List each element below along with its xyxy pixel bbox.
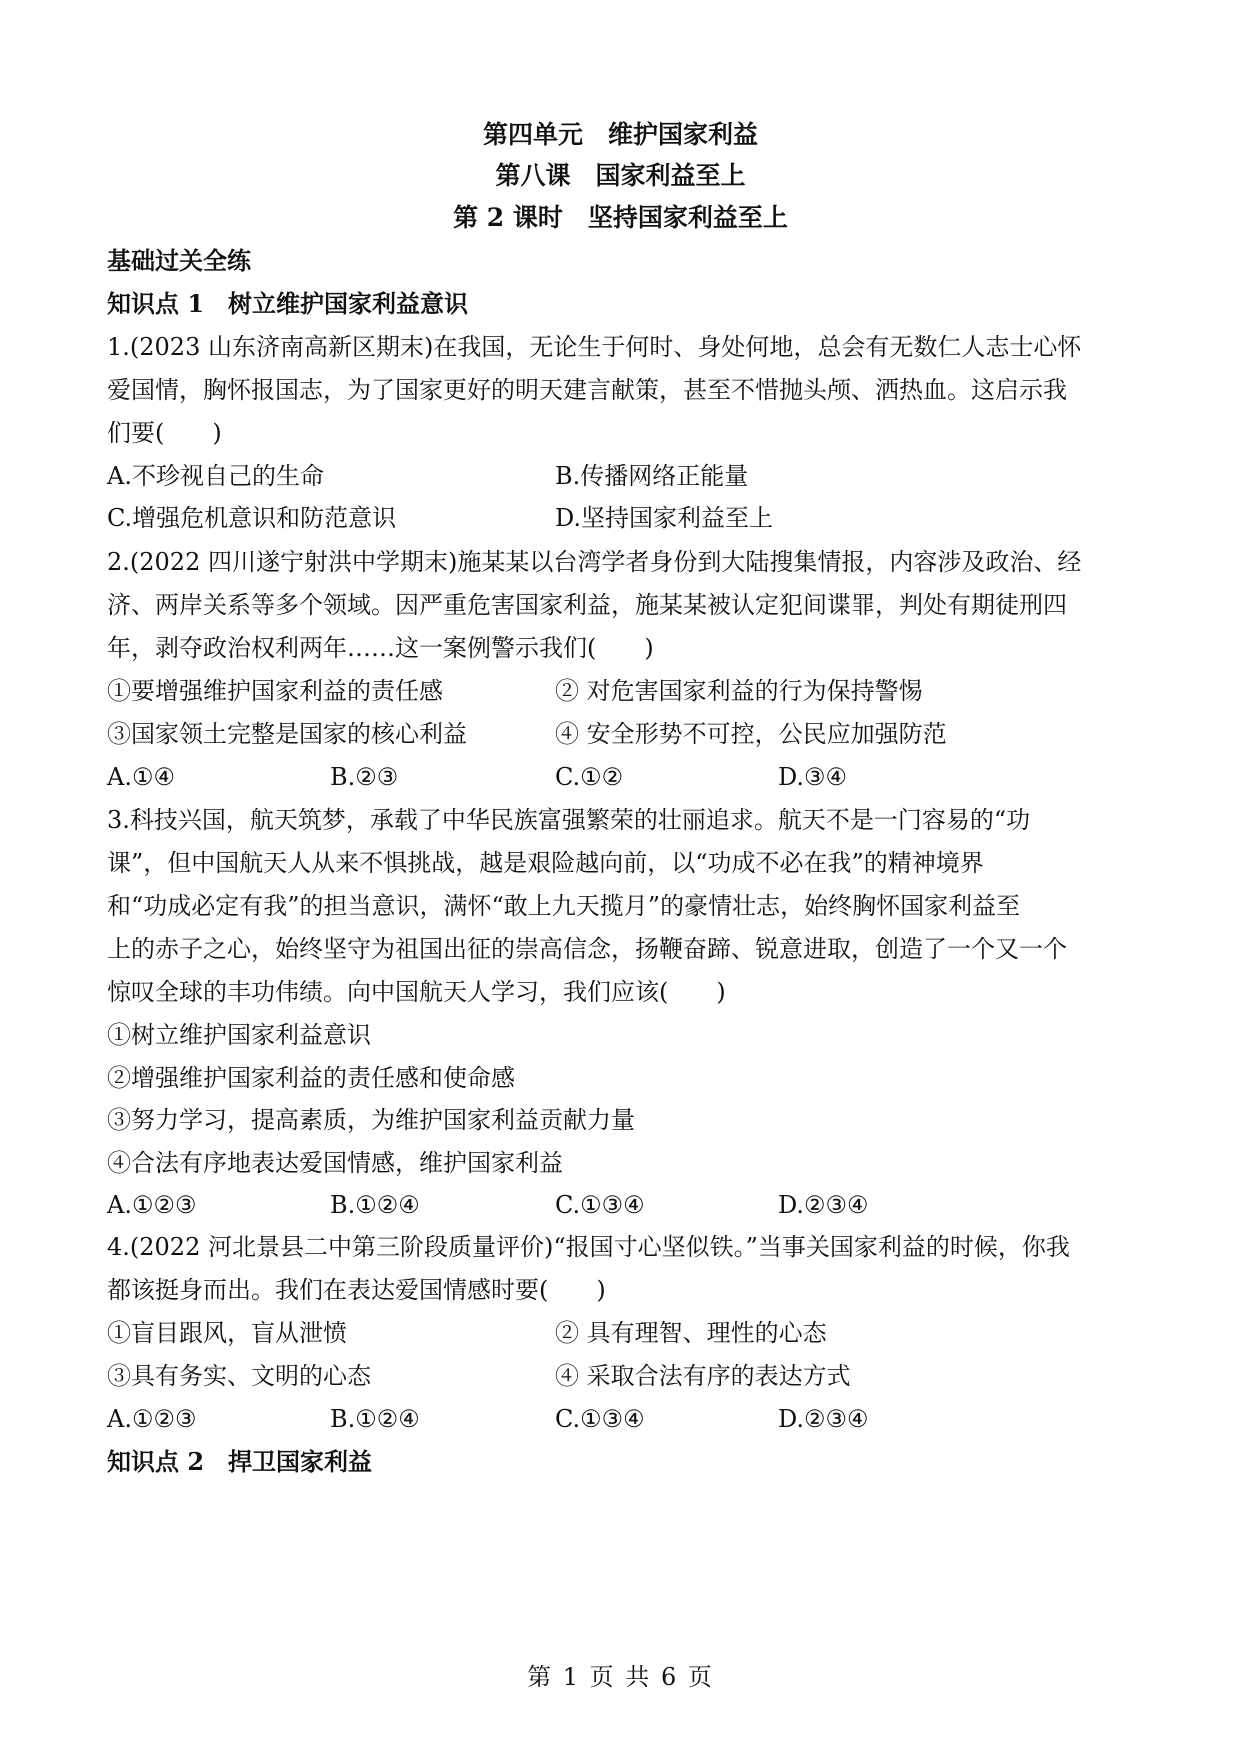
- option-d: D.②③④: [778, 1405, 869, 1433]
- question-text-line: 2.(2022 四川遂宁射洪中学期末)施某某以台湾学者身份到大陆搜集情报，内容涉及政治、经: [107, 548, 1082, 576]
- knowledge-point-2: 知识点 2 捍卫国家利益: [107, 1447, 373, 1476]
- knowledge-point-1: 知识点 1 树立维护国家利益意识: [107, 289, 469, 318]
- statement-3: ③努力学习，提高素质，为维护国家利益贡献力量: [107, 1106, 635, 1134]
- option-d: D.③④: [778, 763, 848, 791]
- statement-4: ④ 采取合法有序的表达方式: [555, 1362, 851, 1390]
- statement-2: ②增强维护国家利益的责任感和使命感: [107, 1064, 515, 1092]
- option-a: A.①②③: [107, 1405, 197, 1433]
- question-text-line: 上的赤子之心，始终坚守为祖国出征的崇高信念，扬鞭奋蹄、锐意进取，创造了一个又一个: [107, 935, 1067, 963]
- question-text-line: 济、两岸关系等多个领域。因严重危害国家利益，施某某被认定犯间谍罪，判处有期徒刑四: [107, 591, 1067, 619]
- question-text-line: 惊叹全球的丰功伟绩。向中国航天人学习，我们应该( ): [107, 978, 726, 1006]
- question-text-line: 们要( ): [107, 419, 222, 447]
- question-text-line: 爱国情，胸怀报国志，为了国家更好的明天建言献策，甚至不惜抛头颅、洒热血。这启示我: [107, 376, 1067, 404]
- option-c: C.①③④: [555, 1191, 645, 1219]
- option-c: C.增强危机意识和防范意识: [107, 504, 397, 532]
- option-d: D.②③④: [778, 1191, 869, 1219]
- period-title: 第 2 课时 坚持国家利益至上: [453, 203, 788, 232]
- question-text-line: 和“功成必定有我”的担当意识，满怀“敢上九天揽月”的豪情壮志，始终胸怀国家利益至: [107, 892, 1021, 920]
- statement-4: ④合法有序地表达爱国情感，维护国家利益: [107, 1149, 563, 1177]
- unit-title: 第四单元 维护国家利益: [482, 120, 758, 149]
- question-text-line: 3.科技兴国，航天筑梦，承载了中华民族富强繁荣的壮丽追求。航天不是一门容易的“功: [107, 806, 1031, 834]
- option-a: A.①④: [107, 763, 175, 791]
- statement-1: ①盲目跟风，盲从泄愤: [107, 1319, 347, 1347]
- question-text-line: 1.(2023 山东济南高新区期末)在我国，无论生于何时、身处何地，总会有无数仁人志士心怀: [107, 333, 1082, 361]
- option-a: A.①②③: [107, 1191, 197, 1219]
- option-b: B.②③: [330, 763, 399, 791]
- page-number: 第 1 页 共 6 页: [527, 1663, 714, 1691]
- section-heading: 基础过关全练: [107, 246, 251, 275]
- statement-2: ② 对危害国家利益的行为保持警惕: [555, 677, 923, 705]
- question-text-line: 年，剥夺政治权利两年……这一案例警示我们( ): [107, 634, 654, 662]
- option-b: B.传播网络正能量: [555, 462, 749, 490]
- option-a: A.不珍视自己的生命: [107, 462, 324, 490]
- statement-1: ①要增强维护国家利益的责任感: [107, 677, 443, 705]
- option-d: D.坚持国家利益至上: [555, 504, 774, 532]
- question-text-line: 都该挺身而出。我们在表达爱国情感时要( ): [107, 1276, 606, 1304]
- statement-3: ③国家领土完整是国家的核心利益: [107, 720, 467, 748]
- statement-2: ② 具有理智、理性的心态: [555, 1319, 827, 1347]
- question-text-line: 课”，但中国航天人从来不惧挑战，越是艰险越向前，以“功成不必在我”的精神境界: [107, 849, 984, 877]
- option-b: B.①②④: [330, 1191, 420, 1219]
- statement-1: ①树立维护国家利益意识: [107, 1021, 371, 1049]
- option-b: B.①②④: [330, 1405, 420, 1433]
- option-c: C.①②: [555, 763, 624, 791]
- statement-4: ④ 安全形势不可控，公民应加强防范: [555, 720, 947, 748]
- option-c: C.①③④: [555, 1405, 645, 1433]
- statement-3: ③具有务实、文明的心态: [107, 1362, 371, 1390]
- question-text-line: 4.(2022 河北景县二中第三阶段质量评价)“报国寸心坚似铁。”当事关国家利益的时候，你我: [107, 1233, 1070, 1261]
- lesson-title: 第八课 国家利益至上: [495, 161, 746, 190]
